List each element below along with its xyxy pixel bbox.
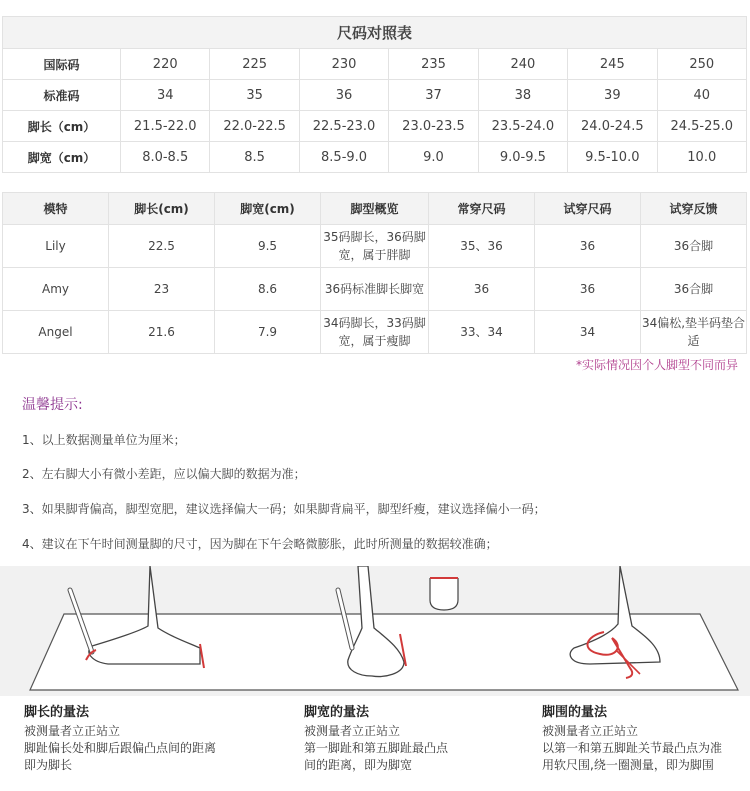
table-row: Lily 22.5 9.5 35码脚长，36码脚宽，属于胖脚 35、36 36 36合脚: [3, 225, 747, 268]
table-row: 标准码 34 35 36 37 38 39 40: [3, 80, 747, 111]
table-row: 国际码 220 225 230 235 240 245 250: [3, 49, 747, 80]
disclaimer-note: *实际情况因个人脚型不同而异: [575, 358, 738, 372]
caption-title: 脚围的量法: [542, 705, 608, 720]
foot-length-caption: 脚长的量法 被测量者立正站立 脚趾偏长处和脚后跟偏凸点间的距离 即为脚长: [24, 705, 217, 772]
foot-width-caption: 脚宽的量法 被测量者立正站立 第一脚趾和第五脚趾最凸点 间的距离，即为脚宽: [304, 705, 449, 772]
table-row: Amy 23 8.6 36码标准脚长脚宽 36 36 36合脚: [3, 268, 747, 311]
size-chart-title: 尺码对照表: [3, 17, 747, 49]
tip-item: 3、如果脚背偏高，脚型宽肥，建议选择偏大一码；如果脚背扁平，脚型纤瘦，建议选择偏小一码；: [22, 502, 546, 516]
size-chart-table: [2, 16, 747, 173]
table-row: 脚宽（cm） 8.0-8.5 8.5 8.5-9.0 9.0 9.0-9.5 9.5-10.0 10.0: [3, 142, 747, 173]
tips-title: 温馨提示:: [22, 397, 83, 413]
table-row: 脚长（cm） 21.5-22.0 22.0-22.5 22.5-23.0 23.0-23.5 23.5-24.0 24.0-24.5 24.5-25.0: [3, 111, 747, 142]
model-fit-table: [2, 192, 747, 354]
table-header-row: 模特 脚长(cm) 脚宽(cm) 脚型概览 常穿尺码 试穿尺码 试穿反馈: [3, 193, 747, 225]
table-row: Angel 21.6 7.9 34码脚长，33码脚宽，属于瘦脚 33、34 34 34偏松,垫半码垫合适: [3, 311, 747, 354]
tip-item: 4、建议在下午时间测量脚的尺寸，因为脚在下午会略微膨胀，此时所测量的数据较准确；: [22, 537, 498, 551]
foot-girth-caption: 脚围的量法 被测量者立正站立 以第一和第五脚趾关节最凸点为准 用软尺围,绕一圈测量，即为脚围: [542, 705, 723, 772]
caption-title: 脚宽的量法: [304, 705, 370, 720]
tip-item: 1、以上数据测量单位为厘米；: [22, 433, 186, 447]
tip-item: 2、左右脚大小有微小差距，应以偏大脚的数据为准；: [22, 467, 306, 481]
caption-title: 脚长的量法: [24, 705, 90, 720]
foot-measurement-illustration: [0, 566, 750, 696]
